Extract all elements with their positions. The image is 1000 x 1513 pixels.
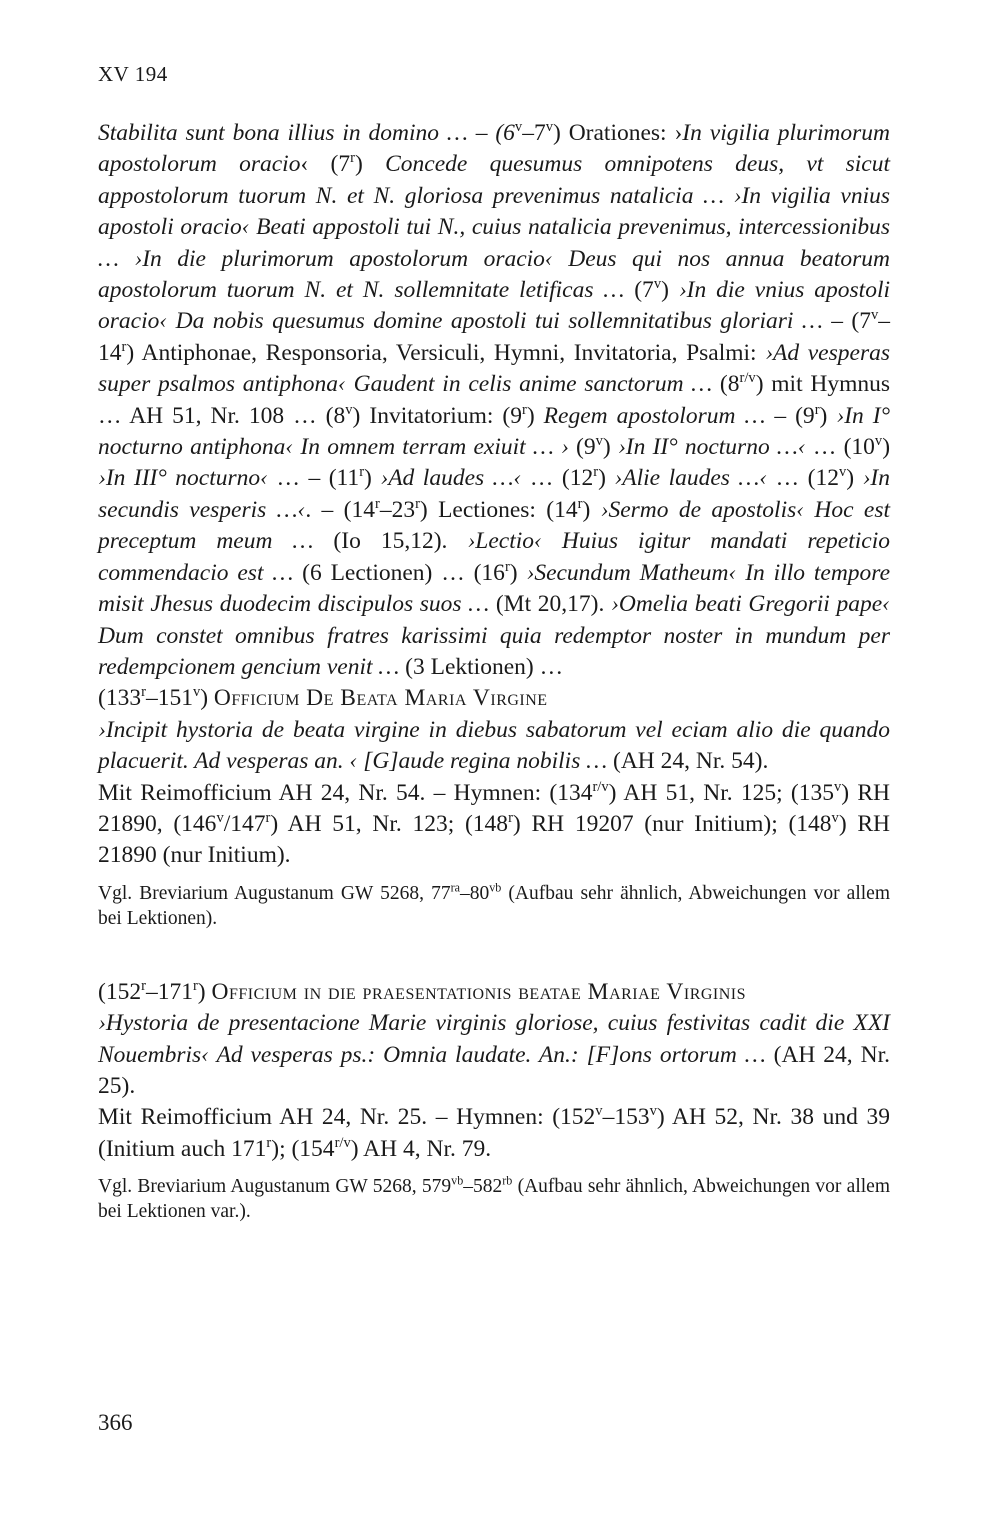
spacer [98, 1165, 890, 1174]
incipit-paragraph-praesentationis: ›Hystoria de presentacione Marie virginis gloriose, cuius festivitas cadit die XXI Nouembris‹ Ad vesperas ps.: Omnia laudate. An.: [F]ons ortorum … (AH 24, Nr. 25). [98, 1010, 890, 1099]
entry-paragraph-1: Stabilita sunt bona illius in domino … – (6$^v$–7$^v$) Orationes: ›In vigilia plurimorum apostolorum oracio‹ (7$^r$) Concede quesumus omnipotens deus, vt sicut appostolorum tuorum N. et N. gloriosa prevenimus natalicia … ›In vigilia vnius apostoli oracio‹ Beati appostoli tui N., cuius natalicia prevenimus, intercessionibus … ›In die plurimorum apostolorum oracio‹ Deus qui nos annua beatorum apostolorum tuorum N. et N. sollemnitate letificas … (7$^v$) ›In die vnius apostoli oracio‹ Da nobis quesumus domine apostoli tui sollemnitatibus gloriari … – (7$^v$–14$^r$) Antiphonae, Responsoria, Versiculi, Hymni, Invitatoria, Psalmi: ›Ad vesperas super psalmos antiphona‹ Gaudent in celis anime sanctorum … $(8^{r/v})$ mit Hymnus … AH 51, Nr. 108 … (8$^v$) Invitatorium: (9$^r$) Regem apostolorum … – (9$^r$) ›In I° nocturno antiphona‹ In omnem terram exiuit … › (9$^v$) ›In II° nocturno …‹ … (10$^v$) ›In III° nocturno‹ … – (11$^r$) ›Ad laudes …‹ … (12$^r$) ›Alie laudes …‹ … (12$^v$) ›In secundis vesperis …‹. – (14$^r$–23$^r$) Lectiones: (14$^r$) ›Sermo de apostolis‹ Hoc est preceptum meum … (Io 15,12). ›Lectio‹ Huius igitur mandati repeticio commendacio est … (6 Lectionen) … (16$^r$) ›Secundum Matheum‹ In illo tempore misit Jhesus duodecim discipulos suos … (Mt 20,17). ›Omelia beati Gregorii pape‹ Dum constet omnibus fratres karissimi quia redemptor noster in mundum per redempcionem gencium venit … (3 Lektionen) … [98, 119, 891, 680]
spacer [98, 931, 890, 977]
section-title: Officium De Beata Maria Virgine [213, 685, 548, 712]
main-text [98, 118, 890, 1224]
reimofficium-paragraph-praesentationis: Mit Reimofficium AH 24, Nr. 25. – Hymnen: (152$^v$–153$^v$) AH 52, Nr. 38 und 39 (Initium auch 171$^r$); $(154^{r/v})$ AH 4, Nr. 79. [98, 1103, 890, 1162]
section-heading-beata-maria: (133$^r$–151$^v$) Officium De Beata Maria Virgine [98, 684, 548, 712]
section-heading-praesentationis: (152$^r$–171$^r$) Officium in die praesentationis beatae Mariae Virginis [98, 977, 747, 1005]
section-title: Officium in die praesentationis beatae Mariae Virginis [211, 978, 747, 1005]
running-header: XV 194 [98, 62, 168, 86]
page-number: 366 [98, 1410, 133, 1435]
reference-note-praesentationis: Vgl. Breviarium Augustanum GW 5268, $579^{vb}-582^{rb}$ (Aufbau sehr ähnlich, Abweichungen vor allem bei Lektionen var.). [98, 1173, 890, 1223]
incipit-paragraph-beata-maria: ›Incipit hystoria de beata virgine in diebus sabatorum vel eciam alio die quando placuerit. Ad vesperas an. ‹ [G]aude regina nobilis … (AH 24, Nr. 54). [98, 716, 890, 775]
reimofficium-paragraph-beata-maria: Mit Reimofficium AH 24, Nr. 54. – Hymnen: $(134^{r/v})$ AH 51, Nr. 125; (135$^v$) RH 21890, (146$^v$/147$^r$) AH 51, Nr. 123; (148$^r$) RH 19207 (nur Initium); (148$^v$) RH 21890 (nur Initium). [98, 778, 891, 869]
incipit-text: Stabilita sunt bona illius in domino … – (6 [98, 120, 515, 146]
reference-note-beata-maria: Vgl. Breviarium Augustanum GW 5268, $77^{ra}-80^{vb}$ (Aufbau sehr ähnlich, Abweichungen vor allem bei Lektionen). [98, 880, 890, 929]
